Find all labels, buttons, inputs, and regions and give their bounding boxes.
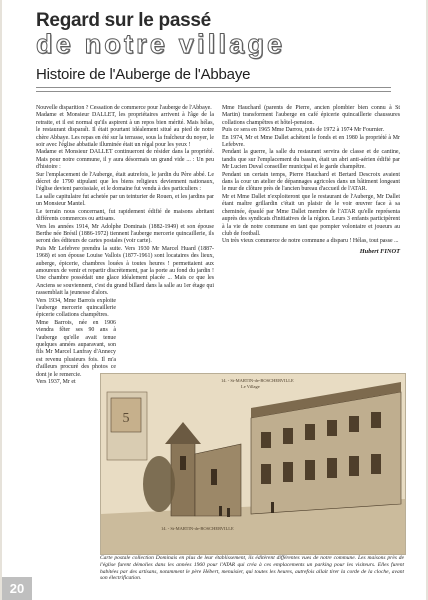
article-paragraph: Vers les années 1914, Mr Adolphe Dominais (1882-1949) et son épouse Berthe née Brésil (1886-1972) tiennent l'auberge mercerie quincaillerie, ils seront des éditeurs de cartes postales (voir carte).	[36, 223, 214, 245]
title-rule	[36, 91, 391, 92]
article-left-column	[36, 105, 214, 386]
article-paragraph: Mr et Mme Dallet n'exploiteront que le restaurant de l'Auberge, Mr Dallet étant maître grillardin c'était un plaisir de le voir œuvrer face à sa cheminée, épaulé par Mme Dallet membre de l'ATAR qu'elle représenta auprès des syndicats d'initiatives de la région. Leurs 3 enfants participèrent à la vie de notre commune en tant que pompier volontaire et joueurs au club de football.	[222, 193, 400, 237]
article-paragraph: Vers 1937, Mr et	[36, 379, 76, 386]
article-paragraph: Madame et Monsieur DALLET, les propriétaires arrivent à l'âge de la retraite, et il est normal qu'ils aspirent à un repos bien mérité. Mais hélas, le restaurant disparaît. Il était pourtant idéalement situé au pied de notre chère Abbaye. Les repas en été sur la terrasse, sous la fraîcheur du noyer, le soir avec l'église abbatiale illuminée était un régal pour les yeux !	[36, 112, 214, 149]
author-signature: Hubert FINOT	[359, 247, 400, 255]
article-paragraph: Pendant un certain temps, Pierre Hauchard et Bertard Descroix avaient dans la cour un atelier de dépannages agricoles dans un bâtiment longeant le mur de clôture près de l'ancien bureau d'accueil de l'ATAR.	[222, 171, 400, 193]
article-paragraph: Nouvelle disparition ? Cessation de commerce pour l'auberge de l'Abbaye.	[36, 105, 212, 111]
article-paragraph: Un très vieux commerce de notre commune a disparu ! Hélas, tout passe ...	[222, 238, 399, 245]
article-paragraph: Mme Hauchard (parents de Pierre, ancien plombier bien connu à St Martin) transforment l'auberge en café épicerie quincaillerie chaussures collations champêtres et hôtel-pension.	[222, 105, 400, 126]
article-paragraph: Madame et Monsieur DALLET continueront de résider dans la propriété. Mais pour notre commune, il y aura désormais un grand vide ... : Un peu d'histoire :	[36, 149, 214, 171]
title-line-1: Regard sur le passé	[36, 10, 211, 31]
article-paragraph: Le terrain nous concernant, fut rapidement édifié de maisons abritant différents commerces ou artisans.	[36, 208, 214, 223]
article-paragraph: Pendant la guerre, la salle du restaurant servira de classe et de cantine, tandis que sur l'emplacement du bassin, était un abri anti-aérien édifié par Mr Lucien Duval conseiller municipal et le garde champêtre.	[222, 149, 400, 171]
church-tower	[171, 434, 195, 516]
article-paragraph: Puis Mr Lefebvre prendra la suite. Vers 1930 Mr Marcel Huard (1887-1968) et son épouse Louise Vallois (1877-1961) sont locataires des lieux, auberge, épicerie, chambres louées à toutes heures ! permettaient aux amoureux de venir et repartir discrètement, par la porte au fond du jardin ! Une chambre possédait une glace idéalement placée ... Mais ce que les Anciens se souviennent, c'est du grand billard dans la salle au 1er étage qui rassemblait la jeunesse d'alors.	[36, 245, 214, 297]
page-number: 20	[2, 577, 32, 600]
article-paragraph: Mme Barrois, née en 1906 viendra fêter ses 90 ans à l'auberge qu'elle avait tenue quelques années auparavant, son fils Mr Marcel Lanfray d'Annecy est revenu plusieurs fois. Il m'a d'ailleurs procuré des photos ce dont je le remercie.	[36, 319, 116, 378]
card-subtitle: Le Village	[241, 384, 260, 389]
card-title-lower: 14. - St-MARTIN-de-BOSCHERVILLE	[161, 526, 234, 531]
photo-caption: Carte postale collection Dominais en plus de leur établissement, ils éditèrent différentes vues de notre commune. Les maisons près de l'église furent démolies dans les années 1960 pour l'ATAR qui créa à ces emplacements un parking pour les visiteurs. Elles furent habitées par des artisans, notamment le père Hébert, menuisier, qui toutes les heures, autrefois allait tirer la corde de la cloche, avant son électrification.	[100, 555, 404, 582]
article-paragraph: Puis ce sera en 1965 Mme Darrou, puis de 1972 à 1974 Mr Fournier.	[222, 127, 385, 134]
article-paragraph: Vers 1934, Mme Barrois exploite l'auberge mercerie quincaillerie épicerie collations champêtres.	[36, 297, 116, 319]
article-paragraph: Sur l'emplacement de l'Auberge, était autrefois, le jardin du Père abbé. Le décret de 1790 stipulant que les biens religieux deviennent nationaux, l'église devient paroissiale, et le domaine fut vendu à des particuliers :	[36, 171, 214, 193]
title-rule	[36, 87, 391, 88]
church-nave	[195, 444, 241, 516]
left-margin-stripe	[0, 0, 2, 600]
title-line-2: de notre village	[36, 29, 286, 59]
card-title: 14. - St-MARTIN-de-BOSCHERVILLE	[221, 378, 294, 383]
postcard-image	[101, 374, 405, 554]
photo-tree	[143, 456, 175, 512]
svg-text:5: 5	[122, 411, 130, 426]
article-right-column	[222, 105, 400, 255]
postcard-photo	[100, 373, 406, 555]
article-paragraph: En 1974, Mr et Mme Dallet achètent le fonds et en 1980 la propriété à Mr Lefebvre.	[222, 134, 400, 149]
subtitle: Histoire de l'Auberge de l'Abbaye	[36, 66, 251, 83]
article-paragraph: La salle capitulaire fut achetée par un teinturier de Rouen, et les jardins par un Monsieur Mantel.	[36, 193, 214, 208]
